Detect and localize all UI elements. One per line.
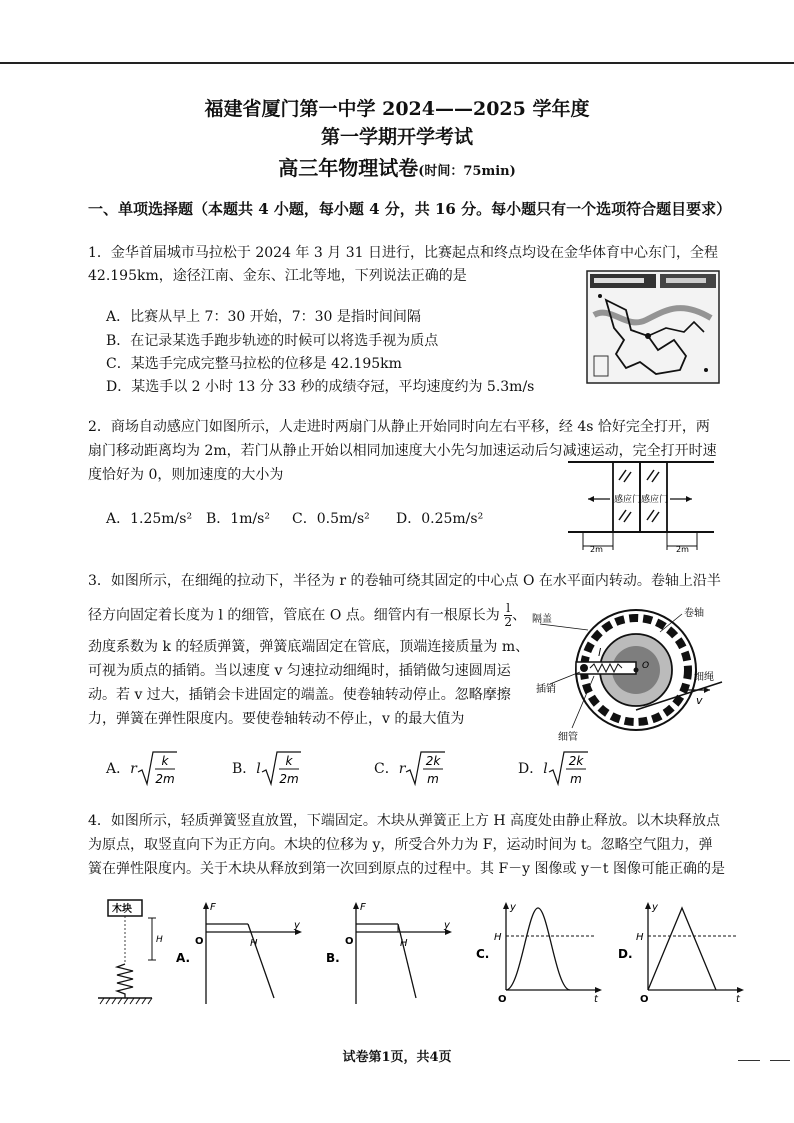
radicand-numerator: 2k: [568, 754, 584, 768]
marathon-route-map: [586, 270, 720, 384]
top-rule: [0, 62, 794, 64]
tube-length-label: l: [598, 646, 602, 659]
graph-option-letter: A.: [176, 951, 191, 965]
natural-length-fraction: [504, 602, 512, 629]
door-left-distance: 2m: [590, 545, 603, 554]
option-coefficient: r: [130, 761, 137, 777]
graph-h-label: H: [400, 938, 408, 949]
graph-origin-label: O: [640, 994, 649, 1005]
q1-option-b: B．在记录某选手跑步轨迹的时候可以将选手视为质点: [106, 333, 439, 349]
q3-stem-line3: 劲度系数为 k 的轻质弹簧，弹簧底端固定在管底，顶端连接质量为 m、: [88, 639, 530, 655]
sliding-door-diagram: [566, 458, 716, 554]
page-footer: 试卷第1页，共4页: [342, 1050, 452, 1065]
q2-option-b: B．1m/s²: [206, 511, 270, 527]
exam-subject-title: [0, 152, 794, 181]
radicand-denominator: m: [427, 772, 440, 786]
radicand-denominator: m: [569, 772, 582, 786]
sqrt-radical: [548, 750, 588, 788]
q1-stem-line2: 42.195km，途径江南、金东、江北等地，下列说法正确的是: [88, 268, 467, 284]
sqrt-radical: [137, 750, 177, 788]
graph-x-label: t: [736, 994, 740, 1005]
spool-diagram: [532, 600, 732, 746]
option-letter: C．: [374, 761, 399, 777]
graph-h-label: H: [494, 932, 502, 943]
tube-label: 细管: [558, 732, 578, 743]
q3-option-a: [106, 750, 177, 788]
graph-origin-label: O: [498, 994, 507, 1005]
q4-stem-line2: 为原点，取竖直向下为正方向。木块的位移为 y，所受合外力为 F，运动时间为 t。忽略空气阻力，弹: [88, 837, 713, 853]
graph-origin-label: O: [345, 936, 354, 947]
center-o-label: O: [642, 661, 650, 671]
spring-block-diagram: [94, 898, 174, 1010]
graph-b-slope: [398, 924, 416, 998]
q2-stem-line1: 2．商场自动感应门如图所示，人走进时两扇门从静止开始同时向左右平移，经 4s 恰好完全打开，两: [88, 419, 710, 435]
velocity-label: v: [696, 694, 703, 707]
rope-label: 细绳: [694, 672, 714, 683]
graph-option-letter: C.: [476, 947, 490, 961]
option-letter: A．: [106, 761, 131, 777]
section-heading: 一、单项选择题（本题共 4 小题，每小题 4 分，共 16 分。每小题只有一个选项符合题目要求）: [88, 200, 732, 218]
option-coefficient: l: [543, 761, 548, 777]
graph-y-label: F: [360, 902, 366, 913]
option-letter: B．: [232, 761, 257, 777]
frac-num: l: [506, 601, 511, 615]
graph-origin-label: O: [195, 936, 204, 947]
door-right-distance: 2m: [676, 545, 689, 554]
footer-rule-left: [738, 1060, 760, 1061]
block-label: 木块: [112, 904, 132, 915]
sqrt-radical: [261, 750, 301, 788]
radicand-denominator: 2m: [279, 772, 299, 786]
q3-stem-line1: 3．如图所示，在细绳的拉动下，半径为 r 的卷轴可绕其固定的中心点 O 在水平面内转动。卷轴上沿半: [88, 573, 721, 589]
q3-stem-line4: 可视为质点的插销。当以速度 v 匀速拉动细绳时，插销做匀速圆周运: [88, 663, 511, 679]
cap-label: 隔盖: [532, 614, 552, 625]
radicand-numerator: k: [161, 754, 169, 768]
sqrt-radical: [405, 750, 445, 788]
graph-d-lines: [648, 908, 716, 990]
q3-stem-line2-text: 径方向固定着长度为 l 的细管，管底在 O 点。细管内有一根原长为: [88, 607, 500, 624]
graph-option-letter: D.: [618, 947, 633, 961]
graph-option-d: [618, 898, 748, 1008]
q1-option-d: D．某选手以 2 小时 13 分 33 秒的成绩夺冠，平均速度约为 5.3m/s: [106, 379, 535, 395]
graph-y-label: F: [210, 902, 216, 913]
q3-option-d: [518, 750, 588, 788]
graph-y-label: y: [652, 902, 658, 913]
q3-stem-line6: 力，弹簧在弹性限度内。要使卷轴转动不停止，v 的最大值为: [88, 711, 465, 727]
graph-option-b: [326, 898, 456, 1008]
q4-stem-line3: 簧在弹性限度内。关于木块从释放到第一次回到原点的过程中。其 F－y 图像或 y－t 图像可能正确的是: [88, 861, 725, 877]
graph-c-curve: [506, 908, 570, 990]
option-coefficient: r: [398, 761, 406, 777]
q1-option-a: A．比赛从早上 7：30 开始，7：30 是指时间间隔: [106, 309, 421, 325]
pin-label: 插销: [536, 684, 556, 695]
footer-rule-right: [770, 1060, 790, 1061]
graph-a-slope: [248, 924, 274, 998]
frac-den: 2: [504, 615, 512, 629]
q2-option-d: D．0.25m/s²: [396, 511, 484, 527]
q2-option-a: A．1.25m/s²: [106, 511, 193, 527]
door-right-label: 感应门: [641, 495, 669, 505]
q1-option-c: C．某选手完成完整马拉松的位移是 42.195km: [106, 356, 402, 372]
option-letter: D．: [518, 761, 544, 777]
radicand-numerator: k: [285, 754, 293, 768]
graph-x-label: y: [444, 920, 450, 931]
q3-stem-line2: [88, 602, 548, 629]
graph-h-label: H: [636, 932, 644, 943]
q2-stem-line3: 度恰好为 0，则加速度的大小为: [88, 467, 284, 483]
exam-duration: (时间：75min): [418, 164, 516, 179]
radicand-numerator: 2k: [426, 754, 441, 768]
q4-stem-line1: 4．如图所示，轻质弹簧竖直放置，下端固定。木块从弹簧正上方 H 高度处由静止释放。以木块释放点: [88, 813, 721, 829]
subject-name: 高三年物理试卷: [278, 156, 419, 180]
graph-option-a: [176, 898, 306, 1008]
radicand-denominator: 2m: [155, 772, 175, 786]
q3-option-b: [232, 750, 301, 788]
q2-option-c: C．0.5m/s²: [292, 511, 370, 527]
height-h-label: H: [156, 935, 163, 945]
q3-stem-line2-punct: 、: [512, 607, 527, 624]
exam-school-title: 福建省厦门第一中学 2024——2025 学年度: [204, 98, 590, 120]
exam-term-title: 第一学期开学考试: [320, 126, 473, 148]
door-left-label: 感应门: [614, 495, 642, 505]
q2-stem-line2: 扇门移动距离均为 2m，若门从静止开始以相同加速度大小先匀加速运动后匀减速运动，完全打开时速: [88, 443, 717, 459]
option-coefficient: l: [256, 761, 261, 777]
q1-stem-line1: 1．金华首届城市马拉松于 2024 年 3 月 31 日进行，比赛起点和终点均设在金华体育中心东门，全程: [88, 245, 718, 261]
spool-label: 卷轴: [684, 608, 704, 619]
graph-x-label: t: [594, 994, 598, 1005]
graph-option-letter: B.: [326, 951, 340, 965]
graph-x-label: y: [294, 920, 300, 931]
q3-stem-line5: 动。若 v 过大，插销会卡进固定的端盖。使卷轴转动停止。忽略摩擦: [88, 687, 511, 703]
graph-h-label: H: [250, 938, 258, 949]
graph-option-c: [476, 898, 606, 1008]
q3-option-c: [374, 750, 445, 788]
graph-y-label: y: [510, 902, 516, 913]
